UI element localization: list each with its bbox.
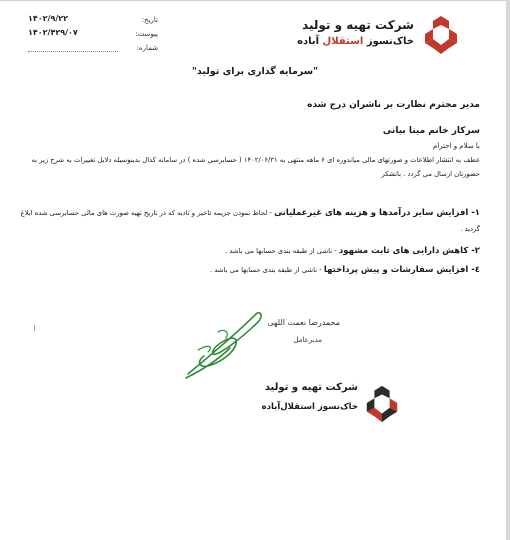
right-border: [506, 0, 510, 540]
recipient-line: مدیر محترم نظارت بر ناشران درج شده: [307, 100, 480, 110]
body-line-2: حضورتان ارسال می گردد . باتشکر: [381, 170, 480, 178]
item-1-text: - لحاظ نمودن جریمه تاخیر و تادیه که در تاریخ تهیه صورت های مالی حسابرسی شده ابلاغ: [20, 209, 275, 217]
margin-tick: [34, 325, 35, 331]
body-line-1: عطف به انتشار اطلاعات و صورتهای مالی میاندوره ای ۶ ماهه منتهی به ۱۴۰۲/۰۶/۳۱ ( حسابرسی شده ) در سامانه کدال بدینوسیله دلایل تغییرات به شرح زیر به: [31, 156, 480, 164]
signer-role: مدیرعامل: [293, 336, 322, 344]
company-name-prefix: خاک‌نسوز: [363, 36, 414, 47]
top-border: [0, 0, 510, 1]
stamp-hexagon-logo-icon: [362, 384, 402, 424]
date-value: ۱۴۰۲/۹/۲۲: [28, 14, 69, 23]
company-stamp: [262, 380, 402, 430]
signer-name: محمدرضا نعمت اللهی: [267, 318, 340, 327]
company-name-suffix: آباده: [297, 36, 323, 47]
number-value: ۱۴۰۲/۴۲۹/۰۷: [28, 28, 78, 37]
item-1-continuation: [460, 225, 480, 233]
number-dotted-line: [28, 51, 118, 52]
item-3-text: - ناشی از طبقه بندی حسابها می باشد .: [209, 266, 324, 274]
letter-meta: [28, 14, 158, 56]
date-label: تاریخ:: [141, 16, 158, 24]
item-3-heading: ٤- افزایش سفارشات و پیش پرداختها: [323, 265, 480, 275]
date-row: [28, 14, 158, 28]
item-1-cont-text: گردید .: [460, 225, 480, 233]
hexagon-logo-icon: [420, 14, 462, 56]
item-2: [225, 246, 480, 256]
company-name-highlight: استقلال: [322, 36, 364, 47]
attention-line: سرکار خانم مینا بیانی: [382, 126, 480, 136]
number-label: شماره:: [136, 44, 158, 52]
stamp-line2: خاک‌نسوز استقلال‌آباده: [261, 402, 358, 412]
company-name-line2: [297, 36, 414, 47]
item-2-text: - ناشی از طبقه بندی حسابها می باشد .: [225, 247, 339, 255]
attachment-label: پیوست:: [135, 30, 158, 38]
number-row: [28, 42, 158, 56]
attachment-row: [28, 28, 158, 42]
handwritten-signature-icon: [178, 302, 268, 382]
item-1-heading: ۱- افزایش سایر درآمدها و هزینه های غیرعملیاتی: [274, 208, 480, 218]
greeting-line: با سلام و احترام: [432, 142, 480, 150]
company-logo: [297, 14, 462, 56]
company-name-line1: شرکت تهیه و تولید: [302, 18, 414, 32]
item-1: [21, 208, 480, 218]
item-2-heading: ۲- کاهش دارایی های ثابت مشهود: [338, 246, 480, 256]
item-3: [210, 265, 480, 275]
letter-title: "سرمایه گذاری برای تولید": [191, 66, 319, 77]
stamp-line1: شرکت تهیه و تولید: [264, 382, 358, 393]
